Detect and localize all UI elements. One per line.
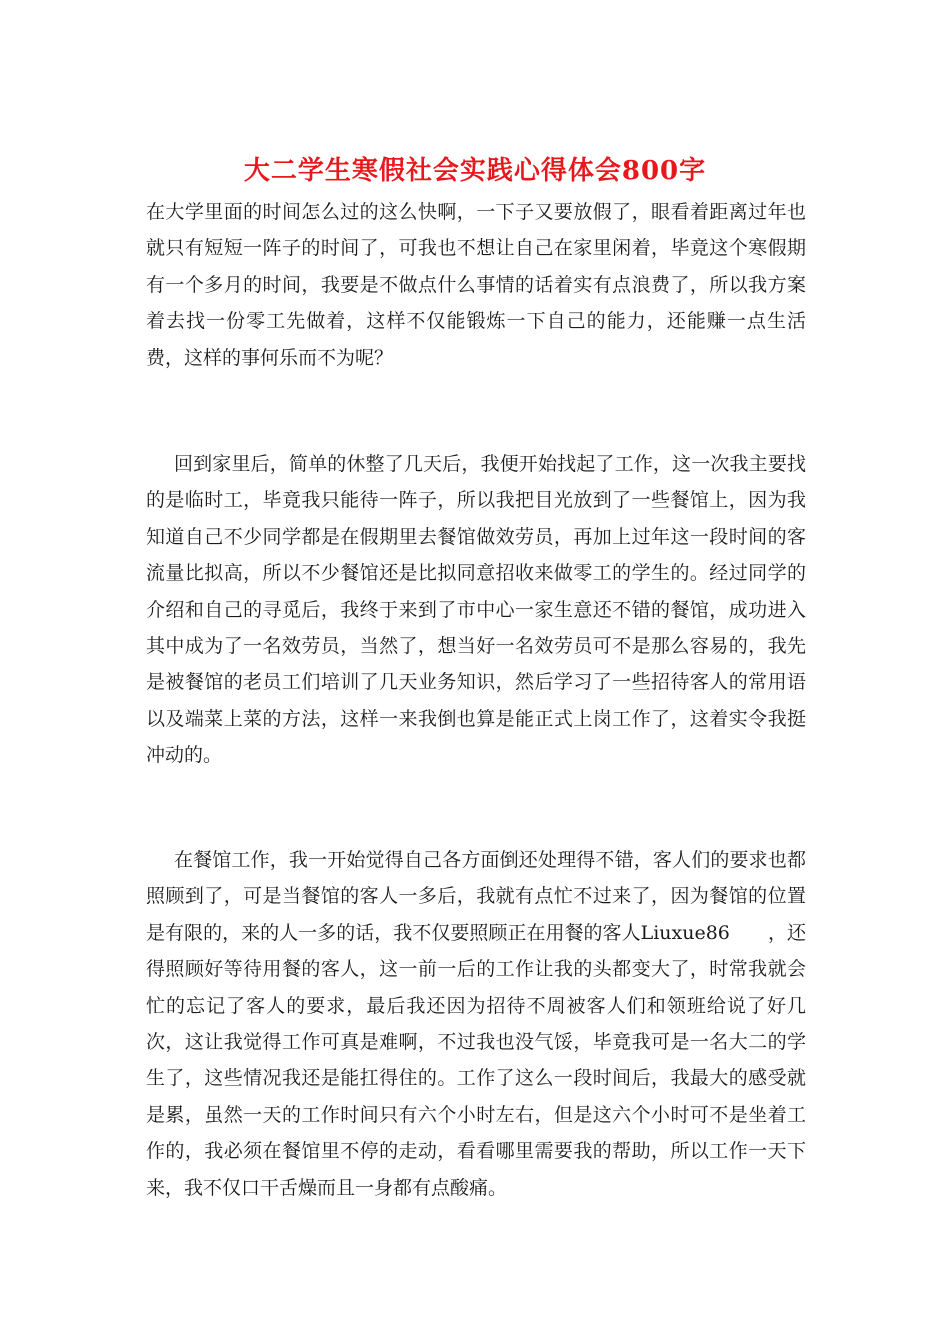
paragraph-1: 在大学里面的时间怎么过的这么快啊，一下子又要放假了，眼看着距离过年也就只有短短一阵子的时间了，可我也不想让自己在家里闲着，毕竟这个寒假期有一个多月的时间，我要是不做点什么事情的话着实有点浪费了，所以我方案着去找一份零工先做着，这样不仅能锻炼一下自己的能力，还能赚一点生活费，这样的事何乐而不为呢？: [146, 201, 806, 369]
paragraph-2: 回到家里后，简单的休整了几天后，我便开始找起了工作，这一次我主要找的是临时工，毕竟我只能待一阵子，所以我把目光放到了一些餐馆上，因为我知道自己不少同学都是在假期里去餐馆做效劳员，再加上过年这一段时间的客流量比拟高，所以不少餐馆还是比拟同意招收来做零工的学生的。经过同学的介绍和自己的寻觅后，我终于来到了市中心一家生意还不错的餐馆，成功进入其中成为了一名效劳员，当然了，想当好一名效劳员可不是那么容易的，我先是被餐馆的老员工们培训了几天业务知识，然后学习了一些招待客人的常用语以及端菜上菜的方法，这样一来我倒也算是能正式上岗工作了，这着实令我挺冲动的。: [146, 453, 806, 767]
paragraph-3: 在餐馆工作，我一开始觉得自己各方面倒还处理得不错，客人们的要求也都照顾到了，可是当餐馆的客人一多后，我就有点忙不过来了，因为餐馆的位置是有限的，来的人一多的话，我不仅要照顾正在用餐的客人Liuxue86 ，还得照顾好等待用餐的客人，这一前一后的工作让我的头都变大了，时常我就会忙的忘记了客人的要求，最后我还因为招待不周被客人们和领班给说了好几次，这让我觉得工作可真是难啊，不过我也没气馁，毕竟我可是一名大二的学生了，这些情况我还是能扛得住的。工作了这么一段时间后，我最大的感受就是累，虽然一天的工作时间只有六个小时左右，但是这六个小时可不是坐着工作的，我必须在餐馆里不停的走动，看看哪里需要我的帮助，所以工作一天下来，我不仅口干舌燥而且一身都有点酸痛。: [146, 849, 806, 1199]
document-title: 大二学生寒假社会实践心得体会800字: [243, 156, 707, 186]
